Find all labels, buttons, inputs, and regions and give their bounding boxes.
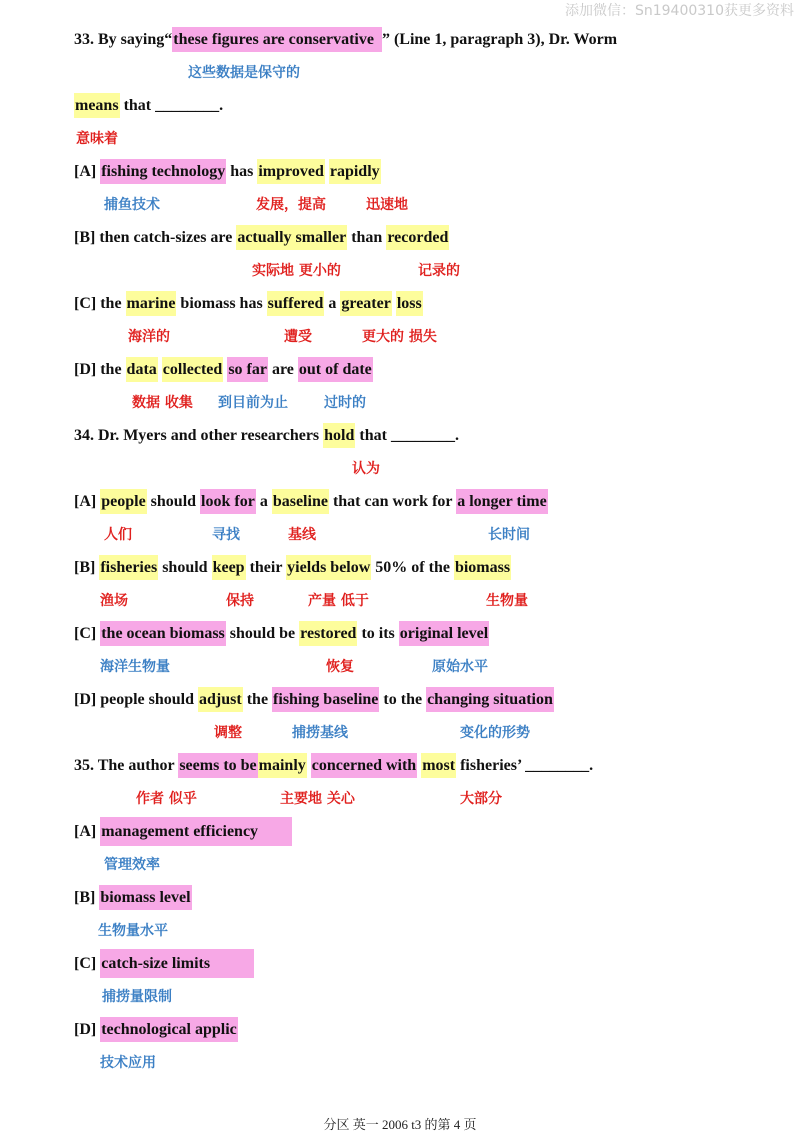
q33-stem-line2 [74, 96, 223, 116]
q34-a-cn1: 人们 [104, 527, 132, 543]
q35-cn2: 主要地 关心 [280, 791, 355, 807]
q33-c-cn1: 海洋的 [128, 329, 170, 345]
highlight-word: out of date [298, 357, 373, 382]
highlight-word: so far [227, 357, 268, 382]
q33-stem-text-end: ” (Line 1, paragraph 3), Dr. Worm [381, 31, 618, 48]
q35-option-d [74, 1020, 238, 1040]
option-text: should [146, 493, 201, 510]
q33-option-d [74, 360, 373, 380]
q35-a-cn: 管理效率 [104, 857, 160, 873]
q34-option-d [74, 690, 554, 710]
highlight-word: improved [257, 159, 324, 184]
highlight-word: the ocean biomass [100, 621, 226, 646]
option-label: [C] the [74, 295, 126, 312]
q34-option-c [74, 624, 489, 644]
highlight-word: original level [399, 621, 489, 646]
q33-b-cn1: 实际地 更小的 [252, 263, 341, 279]
option-text: than [347, 229, 387, 246]
q34-d-cn2: 捕捞基线 [292, 725, 348, 741]
q34-b-cn3: 产量 低于 [308, 593, 369, 609]
highlight-word: fishing technology [100, 159, 226, 184]
q35-stem-blank: fisheries’ ________. [456, 757, 594, 774]
option-text: has [226, 163, 258, 180]
q34-option-a [74, 492, 548, 512]
option-text: 50% of the [371, 559, 454, 576]
highlight-word: fisheries [99, 555, 158, 580]
q33-d-cn2: 到目前为止 [218, 395, 288, 411]
option-label: [D] people should [74, 691, 199, 708]
highlight-word: yields below [286, 555, 371, 580]
highlight-word: biomass level [99, 885, 191, 910]
q34-c-cn2: 恢复 [326, 659, 354, 675]
q35-cn1: 作者 似乎 [136, 791, 197, 807]
option-label: [B] [74, 559, 100, 576]
q33-option-b [74, 228, 449, 248]
highlight-word: rapidly [329, 159, 381, 184]
highlight-word: most [421, 753, 456, 778]
highlight-word: management efficiency [100, 817, 292, 846]
highlight-word: adjust [198, 687, 243, 712]
q33-stem-blank: that ________. [119, 97, 224, 114]
option-label: [A] [74, 823, 101, 840]
highlight-word: actually smaller [236, 225, 347, 250]
highlight-word: collected [162, 357, 224, 382]
q34-option-b [74, 558, 511, 578]
highlight-word: data [126, 357, 158, 382]
option-label: [B] [74, 889, 100, 906]
q33-means-translation: 意味着 [76, 131, 118, 147]
option-text: a [255, 493, 272, 510]
highlight-word: changing situation [426, 687, 554, 712]
q34-c-cn1: 海洋生物量 [100, 659, 170, 675]
q35-c-cn: 捕捞量限制 [102, 989, 172, 1005]
highlight-word: catch-size limits [100, 949, 254, 978]
q33-stem-translation: 这些数据是保守的 [188, 65, 300, 81]
q35-stem-text: 35. The author [74, 757, 179, 774]
q33-a-cn3: 迅速地 [366, 197, 408, 213]
highlight-word: mainly [258, 753, 307, 778]
option-label: [A] [74, 163, 101, 180]
option-label: [C] [74, 625, 101, 642]
highlight-word: a longer time [456, 489, 547, 514]
option-text: are [267, 361, 298, 378]
q34-a-cn2: 寻找 [212, 527, 240, 543]
q33-c-cn3: 更大的 损失 [362, 329, 437, 345]
highlight-word: loss [396, 291, 423, 316]
highlight-word: concerned with [311, 753, 417, 778]
q34-a-cn4: 长时间 [488, 527, 530, 543]
option-label: [D] the [74, 361, 126, 378]
watermark: 添加微信：Sn19400310获更多资料 [564, 3, 794, 19]
option-text: to its [357, 625, 399, 642]
q34-b-cn2: 保持 [226, 593, 254, 609]
option-text: that can work for [328, 493, 457, 510]
option-text: the [242, 691, 273, 708]
highlight-word: biomass [454, 555, 511, 580]
option-label: [C] [74, 955, 101, 972]
q35-cn3: 大部分 [460, 791, 502, 807]
highlight-word: seems to be [178, 753, 257, 778]
option-text: should [158, 559, 212, 576]
q33-d-cn3: 过时的 [324, 395, 366, 411]
q35-option-b [74, 888, 192, 908]
highlight-word: baseline [272, 489, 329, 514]
q34-stem-blank: that ________. [355, 427, 459, 444]
q33-d-cn1: 数据 收集 [132, 395, 193, 411]
q35-d-cn: 技术应用 [100, 1055, 156, 1071]
page-footer: 分区 英一 2006 t3 的第 4 页 [323, 1117, 477, 1132]
highlight-word: marine [126, 291, 177, 316]
option-text: biomass has [176, 295, 267, 312]
q34-hold-translation: 认为 [352, 461, 380, 477]
q34-b-cn1: 渔场 [100, 593, 128, 609]
option-text: to the [379, 691, 427, 708]
q33-stem-line1 [74, 30, 617, 50]
highlight-word: restored [299, 621, 357, 646]
q34-d-cn1: 调整 [214, 725, 242, 741]
highlight-word: fishing baseline [272, 687, 379, 712]
highlight-word: look for [200, 489, 256, 514]
q34-c-cn3: 原始水平 [432, 659, 488, 675]
highlight-word: technological applic [100, 1017, 238, 1042]
highlight-word: hold [323, 423, 355, 448]
q34-stem [74, 426, 459, 446]
q33-highlight-means: means [74, 93, 120, 118]
highlight-word: people [100, 489, 146, 514]
highlight-word: keep [212, 555, 246, 580]
q35-b-cn: 生物量水平 [98, 923, 168, 939]
option-text: a [324, 295, 341, 312]
highlight-word: suffered [267, 291, 325, 316]
q33-b-cn2: 记录的 [418, 263, 460, 279]
q34-stem-text: 34. Dr. Myers and other researchers [74, 427, 324, 444]
q33-stem-text: 33. By saying“ [74, 31, 173, 48]
q33-option-c [74, 294, 423, 314]
option-text: should be [225, 625, 300, 642]
q35-option-a [74, 822, 292, 842]
q35-option-c [74, 954, 254, 974]
highlight-word: recorded [386, 225, 449, 250]
q35-stem [74, 756, 593, 776]
q33-highlight-phrase: these figures are conservative [172, 27, 382, 52]
q34-d-cn3: 变化的形势 [460, 725, 530, 741]
q34-a-cn3: 基线 [288, 527, 316, 543]
q33-c-cn2: 遭受 [284, 329, 312, 345]
q33-a-cn1: 捕鱼技术 [104, 197, 160, 213]
q33-a-cn2: 发展，提高 [256, 197, 326, 213]
option-label: [D] [74, 1021, 101, 1038]
q34-b-cn4: 生物量 [486, 593, 528, 609]
q33-option-a [74, 162, 381, 182]
option-text: their [245, 559, 287, 576]
option-label: [A] [74, 493, 101, 510]
highlight-word: greater [340, 291, 391, 316]
option-label: [B] then catch-sizes are [74, 229, 237, 246]
